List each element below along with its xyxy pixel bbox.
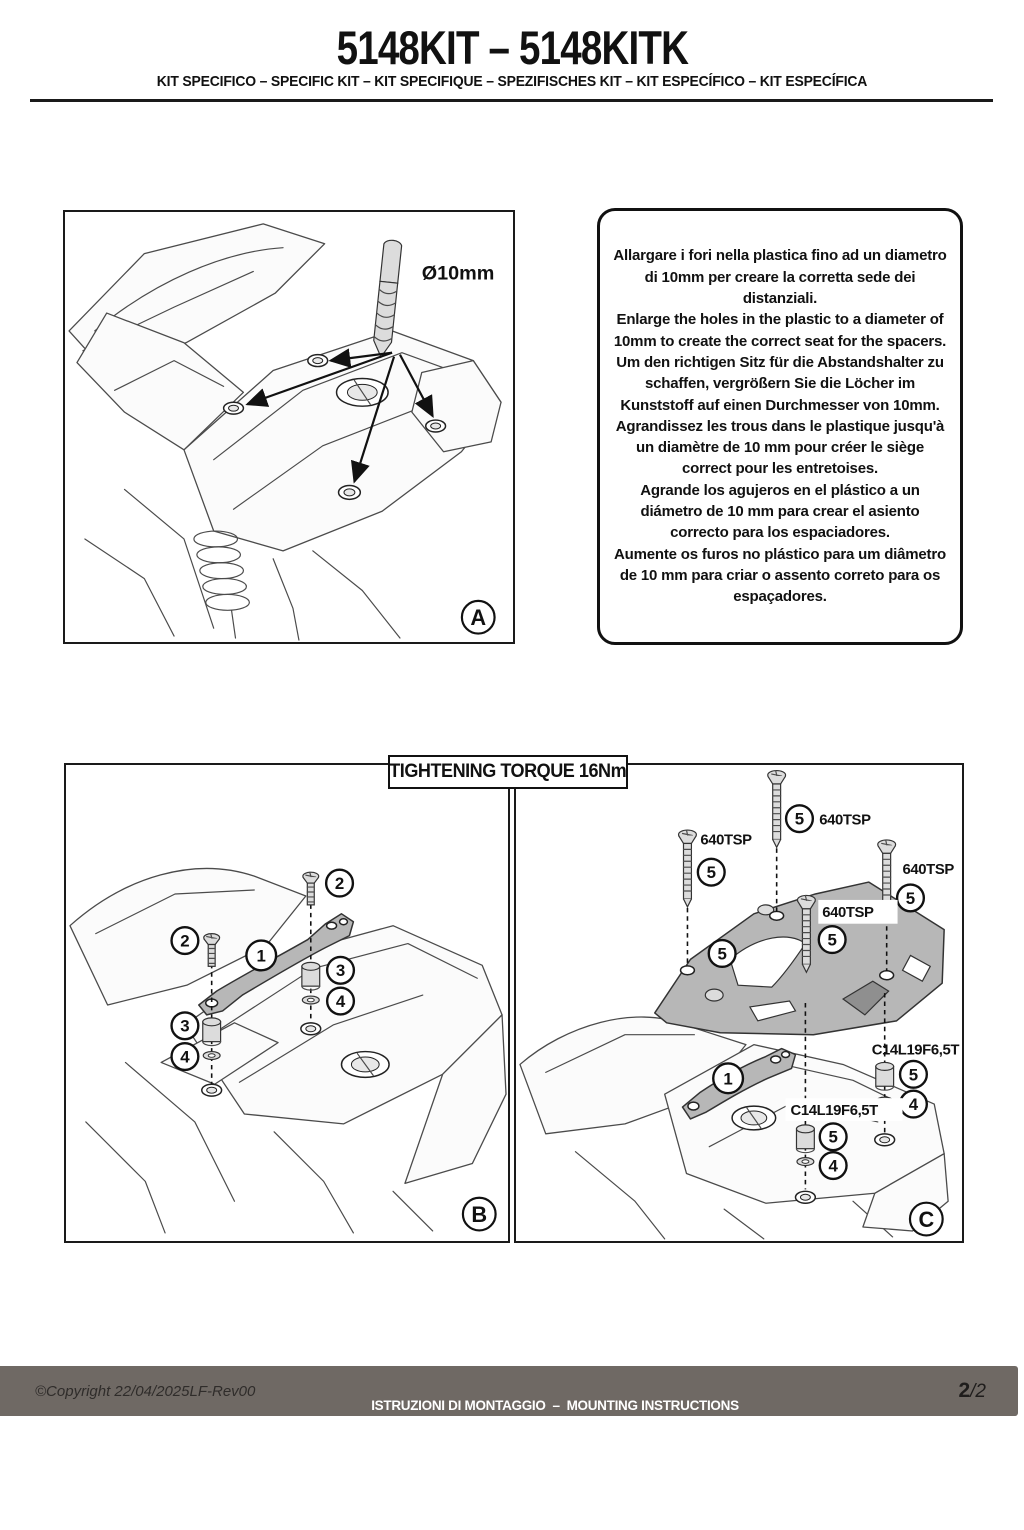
svg-text:5: 5 [794, 809, 805, 829]
svg-text:4: 4 [335, 991, 346, 1011]
header-divider [30, 99, 993, 102]
svg-text:5: 5 [908, 1065, 919, 1085]
callout-bracket [246, 941, 276, 971]
page-title: 5148KIT – 5148KITK [336, 21, 688, 74]
header [0, 21, 1024, 90]
instruction-en: Enlarge the holes in the plastic to a diameter of 10mm to create the correct seat for the spacers. [613, 311, 947, 350]
svg-text:5: 5 [717, 944, 727, 964]
screw-code-label: 640TSP [819, 812, 871, 829]
figure-c-badge [910, 1203, 943, 1236]
callout-screw-top [786, 805, 871, 832]
figure-a-badge [462, 601, 495, 634]
svg-text:4: 4 [908, 1095, 919, 1115]
figure-a-panel [63, 210, 515, 644]
svg-text:3: 3 [335, 961, 346, 981]
svg-text:1: 1 [723, 1069, 733, 1089]
svg-text:4: 4 [828, 1156, 838, 1176]
drill-diameter-label: Ø10mm [421, 262, 495, 285]
screw-top [768, 771, 786, 912]
footer-line-2: INSTRUCTIONS DE MONTAGE – BAUANLEITUNG [401, 1441, 709, 1457]
page-subtitle: KIT SPECIFICO – SPECIFIC KIT – KIT SPECIFIQUE – SPEZIFISCHES KIT – KIT ESPECÍFICO – KIT ESPECÍFICA [156, 73, 868, 90]
svg-text:A: A [470, 605, 487, 631]
footer-line-1: ISTRUZIONI DI MONTAGGIO – MOUNTING INSTRUCTIONS [371, 1398, 739, 1413]
torque-label: TIGHTENING TORQUE 16Nm [389, 761, 627, 782]
page-number: 2/2 [958, 1379, 986, 1402]
spacer-code-label: C14L19F6,5T [790, 1102, 878, 1119]
callout-spacer-left [172, 1012, 199, 1039]
svg-text:C: C [918, 1206, 935, 1232]
callout-washer-right [327, 988, 354, 1015]
instruction-fr: Agrandissez les trous dans le plastique jusqu'à un diamètre de 10 mm pour créer le siège correct pour les entretoises. [615, 417, 945, 478]
callout-screw-plate [709, 940, 736, 967]
svg-text:B: B [471, 1202, 488, 1228]
callout-screw-right [897, 862, 954, 911]
figure-a-drawing [65, 212, 513, 642]
screw-left [679, 830, 697, 966]
footer-line-3: INSTRUCCIONES DE MONTAJE – INSTRUÇÕES DE MONTAGEM [356, 1485, 754, 1500]
instruction-pt: Aumente os furos no plástico para um diâmetro de 10 mm para criar o assento correto para os espaçadores. [614, 545, 946, 606]
shock-spring [194, 531, 249, 638]
callout-screw-left [698, 832, 752, 885]
figure-c-drawing [516, 765, 962, 1241]
figure-b-badge [463, 1198, 496, 1231]
svg-text:5: 5 [827, 930, 837, 950]
svg-text:2: 2 [334, 874, 345, 894]
svg-text:5: 5 [828, 1127, 838, 1147]
callout-screw-left [172, 927, 199, 954]
instruction-it: Allargare i fori nella plastica fino ad un diametro di 10mm per creare la corretta sede dei distanziali. [613, 247, 947, 308]
svg-text:5: 5 [706, 863, 716, 883]
svg-text:5: 5 [905, 888, 916, 908]
scooter-tail-line-art [70, 869, 506, 1233]
instruction-textbox [597, 208, 963, 645]
torque-label-box [388, 755, 628, 789]
spacer-code-label: C14L19F6,5T [871, 1042, 960, 1059]
footer-bar [0, 1366, 1018, 1500]
svg-text:1: 1 [256, 946, 266, 966]
svg-text:3: 3 [180, 1016, 190, 1036]
svg-text:4: 4 [180, 1047, 190, 1067]
instruction-es: Agrande los agujeros en el plástico a un diámetro de 10 mm para crear el asiento correcto para los espaciadores. [640, 481, 920, 542]
figure-b-panel [64, 763, 510, 1243]
screw-code-label: 640TSP [902, 862, 954, 879]
svg-text:2: 2 [180, 931, 190, 951]
instruction-de: Um den richtigen Sitz für die Abstandshalter zu schaffen, vergrößern Sie die Löcher im Kunststoff auf einen Durchmesser von 10mm. [616, 353, 944, 414]
figure-c-panel [514, 763, 964, 1243]
copyright-text: ©Copyright 22/04/2025LF-Rev00 [35, 1383, 256, 1400]
screw-code-label: 640TSP [700, 832, 752, 849]
footer-titles [356, 1370, 753, 1530]
callout-bracket [713, 1063, 743, 1093]
callout-washer-left [172, 1043, 199, 1070]
figure-b-drawing [66, 765, 508, 1241]
screw-code-label: 640TSP [822, 904, 874, 921]
callout-screw-right [326, 870, 353, 897]
callout-spacer-right [327, 957, 354, 984]
